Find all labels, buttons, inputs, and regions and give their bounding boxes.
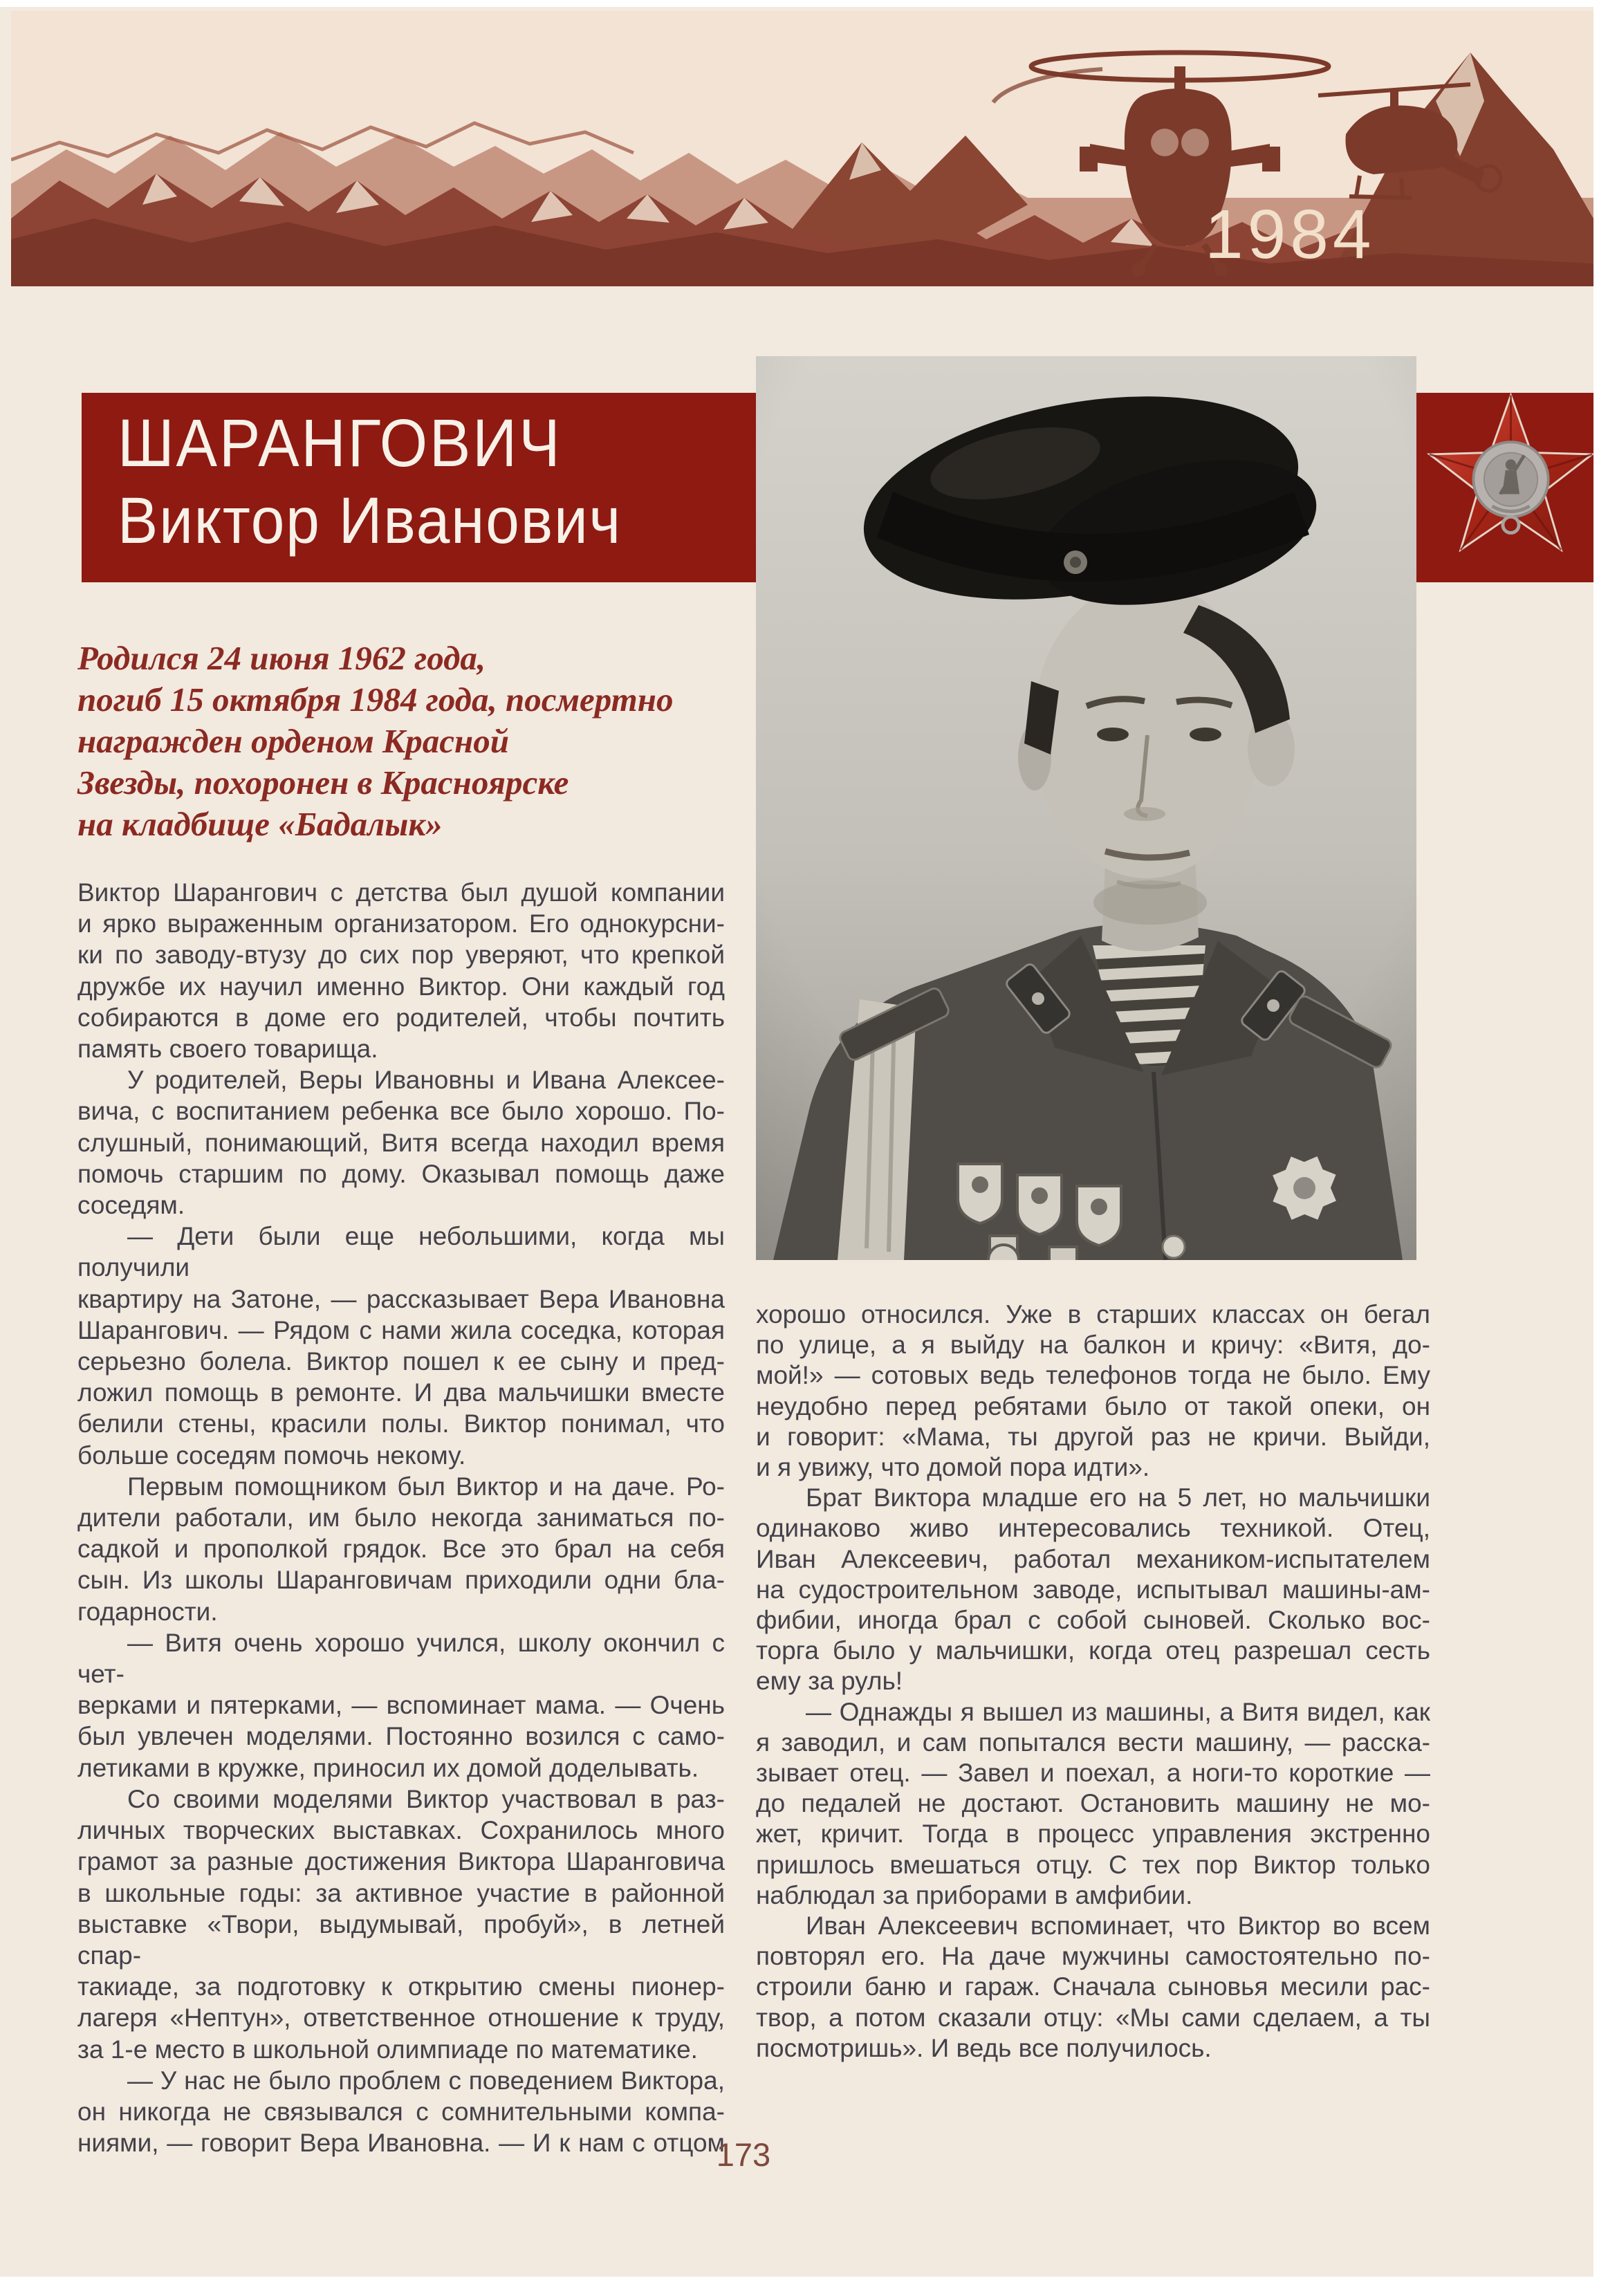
text-line: — У нас не было проблем с поведением Виктора, [127,2066,725,2095]
text-line: и я увижу, что домой пора идти». [756,1453,1150,1482]
text-line: неудобно перед ребятами было от такой опеки, он [756,1391,1430,1420]
text-line: твор, а потом сказали отцу: «Мы сами сделаем, а ты [756,2003,1430,2032]
text-line: фибии, иногда брал с собой сыновей. Сколько вос- [756,1606,1430,1635]
text-line: дружбе их научил именно Виктор. Они каждый год [77,972,725,1001]
intro-block [77,638,707,845]
paragraph [77,1221,725,1471]
text-line: дители работали, им было некогда заниматься по- [77,1503,725,1533]
jacket-button [1163,1236,1185,1258]
text-line: ниями, — говорит Вера Ивановна. — И к нам с отцом [77,2129,725,2158]
text-line: мой!» — сотовых ведь телефонов тогда не было. Ему [756,1361,1430,1390]
header-year: 1984 [1205,196,1376,273]
intro-line: Звезды, похоронен в Красноярске [77,763,569,802]
paragraph [77,1471,725,1627]
text-line: собираются в доме его родителей, чтобы почтить [77,1003,725,1032]
text-line: выставке «Твори, выдумывай, пробуй», в летней спар- [77,1909,725,1970]
text-line: по улице, а я выйду на балкон и кричу: «Витя, до- [756,1331,1430,1360]
text-line: помочь старшим по дому. Оказывал помощь даже [77,1159,725,1188]
intro-line: награжден орденом Красной [77,722,509,760]
paragraph [756,1299,1430,1483]
text-line: на судостроительном заводе, испытывал машины-ам- [756,1575,1430,1604]
medal-emblem [1503,517,1519,533]
text-line: пришлось вмешаться отцу. С тех пор Виктор только [756,1850,1430,1879]
text-line: сын. Из школы Шаранговичам приходили одни бла- [77,1566,725,1595]
text-line: торга было у мальчишки, когда отец разрешал сесть [756,1636,1430,1665]
paragraph [77,1784,725,2065]
text-line: — Однажды я вышел из машины, а Витя видел, как [806,1697,1430,1726]
text-line: верками и пятерками, — вспоминает мама. — Очень [77,1691,725,1720]
text-line: строили баню и гараж. Сначала сыновья месили рас- [756,1972,1430,2001]
text-line: слушный, понимающий, Витя всегда находил время [77,1128,725,1157]
paragraph [756,1911,1430,2064]
paragraph [756,1697,1430,1911]
intro-line: Родился 24 июня 1962 года, [77,639,486,677]
text-line: вича, с воспитанием ребенка все было хорошо. По- [77,1097,725,1126]
text-line: повторял его. На даче мужчины самостоятельно по- [756,1942,1430,1971]
text-line: посмотришь». И ведь все получилось. [756,2033,1212,2062]
text-line: Со своими моделями Виктор участвовал в раз- [127,1784,725,1813]
text-line: — Дети были еще небольшими, когда мы получили [77,1222,725,1282]
text-line: больше соседям помочь некому. [77,1441,466,1470]
text-line: лагеря «Нептун», ответственное отношение к труду, [77,2003,725,2033]
text-line: такиаде, за подготовку к открытию смены пионер- [77,1972,725,2001]
intro-line: на кладбище «Бадалык» [77,805,443,843]
page-number: 173 [716,2136,771,2173]
text-line: — Витя очень хорошо учился, школу окончил с чет- [77,1628,725,1689]
text-line: наблюдал за приборами в амфибии. [756,1880,1193,1909]
text-line: я заводил, и сам попытался вести машину, — расска- [756,1728,1430,1757]
intro-line: погиб 15 октября 1984 года, посмертно [77,681,674,719]
paragraph [77,2065,725,2159]
text-line: личных творческих выставках. Сохранилось много [77,1816,725,1845]
text-line: Иван Алексеевич, работал механиком-испытателем [756,1544,1430,1573]
text-line: Виктор Шарангович с детства был душой компании [77,878,725,907]
person-name: Виктор Иванович [118,484,622,557]
text-line: серьезно болела. Виктор пошел к ее сыну и пред- [77,1347,725,1376]
text-line: Шарангович. — Рядом с нами жила соседка, которая [77,1315,725,1344]
text-line: в школьные годы: за активное участие в районной [77,1878,725,1907]
paragraph [77,1064,725,1221]
text-line: зывает отец. — Завел и поехал, а ноги-то короткие — [756,1759,1430,1788]
person-surname: ШАРАНГОВИЧ [118,405,562,481]
text-line: память своего товарища. [77,1035,378,1064]
right-column [756,1299,1430,2064]
text-line: и говорит: «Мама, ты другой раз не кричи. Выйди, [756,1422,1430,1451]
text-line: хорошо относился. Уже в старших классах он бегал [756,1300,1430,1328]
text-line: и ярко выраженным организатором. Его однокурсни- [77,909,725,938]
text-line: ложил помощь в ремонте. И два мальчишки вместе [77,1378,725,1407]
text-line: У родителей, Веры Ивановны и Ивана Алексее- [127,1066,725,1095]
text-line: он никогда не связывался с сомнительными компа- [77,2097,725,2126]
left-column [77,877,725,2158]
text-line: за 1-е место в школьной олимпиаде по математике. [77,2035,698,2064]
text-line: до педалей не достают. Остановить машину не мо- [756,1789,1430,1818]
text-line: летиками в кружке, приносил их домой доделывать. [77,1753,699,1782]
paragraph [77,1627,725,1784]
text-line: ему за руль! [756,1667,903,1696]
text-line: годарности. [77,1597,218,1626]
text-line: белили стены, красили полы. Виктор понимал, что [77,1409,725,1438]
text-line: был увлечен моделями. Постоянно возился с само- [77,1722,725,1751]
text-line: садкой и прополкой грядок. Все это брал на себя [77,1535,725,1564]
text-line: Брат Виктора младше его на 5 лет, но мальчишки [806,1483,1430,1512]
portrait-photo [756,356,1416,1260]
text-line: жет, кричит. Тогда в процесс управления экстренно [756,1820,1430,1849]
text-line: Первым помощником был Виктор и на даче. Ро- [127,1472,725,1501]
text-line: Иван Алексеевич вспоминает, что Виктор во всем [806,1911,1430,1941]
order-of-red-star-medal-icon [1423,392,1600,576]
text-line: одинаково живо интересовались техникой. Отец, [756,1514,1430,1543]
text-line: грамот за разные достижения Виктора Шаранговича [77,1847,725,1876]
text-line: ки по заводу-втузу до сих пор уверяют, что крепкой [77,941,725,970]
paragraph [77,877,725,1064]
paragraph [756,1483,1430,1696]
text-line: соседям. [77,1191,185,1220]
text-line: квартиру на Затоне, — рассказывает Вера Ивановна [77,1284,725,1313]
